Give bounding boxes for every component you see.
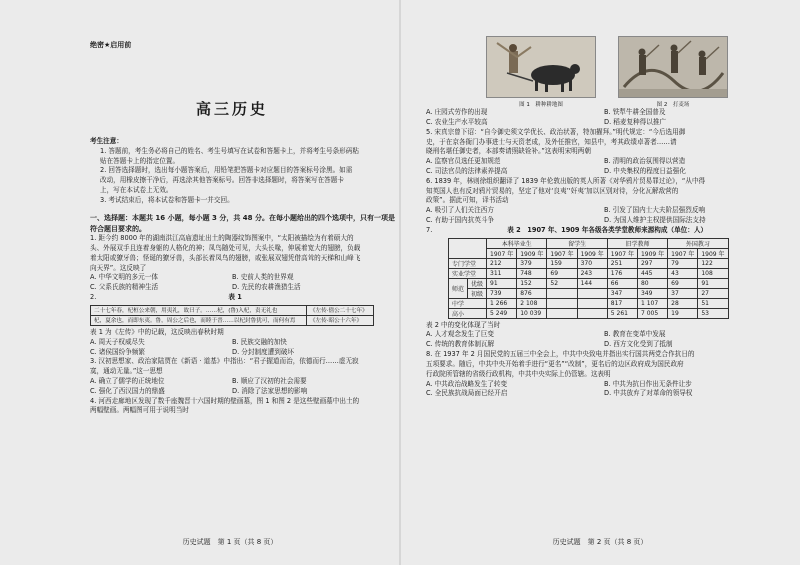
q3-option-a[interactable]: A. 确立了儒学的正统地位	[90, 376, 165, 385]
notice-title: 考生注意：	[90, 137, 123, 145]
page-footer: 历史试题 第 1 页（共 8 页）	[182, 538, 278, 546]
q1-stem-line: 头、外展双手且连着身躯的人格化的神；凤鸟随处可见，大头长喙，伸展着宽大的翅膀，负载	[90, 244, 361, 252]
q6-stem-line: 知英国人也有反对鸦片贸易的，坚定了他对‘良夷’‘奸夷’加以区别对待，分化瓦解敌营的	[426, 186, 679, 195]
q7-options	[426, 330, 782, 350]
table-cell: 311	[487, 268, 517, 278]
q7-option-d[interactable]: D. 西方文化受到了抵制	[604, 340, 673, 349]
table-row	[449, 308, 729, 318]
question-3	[90, 357, 374, 396]
table-cell	[547, 308, 577, 318]
table-cell: 19	[668, 308, 698, 318]
table-cell: 80	[637, 278, 667, 288]
q1-options	[90, 273, 374, 293]
q2-number: 2.	[90, 293, 97, 302]
row-label: 初级	[468, 288, 487, 298]
q8-stem-line: 五项要求。随后，中共中央开始着手进行“更名”“改制”，更名后的边区政府成为国民政府	[426, 360, 684, 369]
table-cell: 1 107	[637, 298, 667, 308]
table-cell	[577, 288, 607, 298]
table-cell: 122	[698, 258, 728, 268]
table-cell: 5 261	[607, 308, 637, 318]
q4-options	[426, 108, 782, 128]
q1-stem-line: 着太阳或獠牙兽；怪诞的獠牙兽，头部长着凤鸟的翅膀，或张展双翅凭借高耸的天梯和山峰飞	[90, 253, 361, 262]
q5-option-d[interactable]: D. 中央集权的程度日益强化	[604, 166, 686, 175]
q4-option-a[interactable]: A. 庄园式劳作的出现	[426, 108, 488, 116]
q8-options	[426, 380, 782, 400]
q8-option-b[interactable]: B. 中共为抗日作出无条件让步	[604, 379, 692, 388]
mural-threshing-image	[618, 36, 728, 98]
exam-page-2	[400, 0, 800, 565]
table-cell: 69	[668, 278, 698, 288]
q8-option-c[interactable]: C. 全民族抗战局面已经开启	[426, 389, 508, 398]
q7-option-a[interactable]: A. 人才观念发生了巨变	[426, 330, 494, 339]
q8-option-a[interactable]: A. 中共政治战略发生了转变	[426, 379, 508, 388]
q1-option-b[interactable]: B. 史前人类的世界观	[232, 273, 294, 282]
q3-stem-line: 3. 汉初思想家、政治家陆贾在《新语 · 道基》中指出：“君子握道而治，依德而行……虚无寂	[90, 357, 359, 366]
table-cell: 66	[607, 278, 637, 288]
table-cell: 52	[547, 278, 577, 288]
table-cell	[577, 298, 607, 308]
row-label: 优级	[468, 278, 487, 288]
table-row	[449, 298, 729, 308]
table-row	[449, 278, 729, 288]
exam-title: 高三历史	[195, 100, 268, 118]
q1-stem-line: 1. 距今约 8000 年的湖南洪江高庙遗址出土的陶器纹饰图案中，“太阳被描绘为有着硕大的	[90, 234, 354, 243]
q5-options	[426, 157, 782, 177]
confidential-label: 绝密★启用前	[90, 41, 132, 49]
year-header: 1909 年	[517, 248, 547, 258]
column-group-header: 外国教习	[668, 238, 728, 248]
table-cell: 159	[547, 258, 577, 268]
table-cell: 79	[668, 258, 698, 268]
q6-stem-line: 政策”。据此可知，译书活动	[426, 196, 509, 205]
table-cell: 370	[577, 258, 607, 268]
table-cell: 108	[698, 268, 728, 278]
notice-line: 贴在答题卡上的指定位置。	[100, 156, 180, 165]
table-cell: 243	[577, 268, 607, 278]
table-cell: 876	[517, 288, 547, 298]
q6-stem-line: 6. 1839 年，林则徐组织翻译了 1839 年伦敦出版的英人所著《对华鸦片贸易罪过论》，“从中得	[426, 176, 706, 185]
table-corner-cell	[449, 238, 487, 258]
notice-line: 3. 考试结束后，将本试卷和答题卡一并交回。	[100, 195, 234, 204]
table-cell: 10 039	[517, 308, 547, 318]
q4-option-d[interactable]: D. 稻麦复种得以推广	[604, 117, 667, 126]
q5-stem-line: 5. 宋真宗曾下诏：“自今御史须文学优长、政治状著，特加擢拜。”明代规定：“今后选用御	[426, 127, 686, 136]
q1-option-d[interactable]: D. 先民的农耕渔猎生活	[232, 283, 301, 292]
table-cell: 152	[517, 278, 547, 288]
table-cell: 144	[577, 278, 607, 288]
q7-option-c[interactable]: C. 传统的教育体制瓦解	[426, 340, 495, 349]
q3-options	[90, 377, 374, 397]
q6-option-b[interactable]: B. 引发了国内士大夫阶层强烈反响	[604, 206, 706, 215]
question-5	[426, 128, 782, 177]
figure-1	[486, 36, 596, 108]
q5-option-c[interactable]: C. 司法官员的法律素养提高	[426, 166, 508, 175]
q3-stem-line: 寞，通动无量。”这一思想	[90, 367, 163, 376]
table-row	[449, 258, 729, 268]
q2-option-b[interactable]: B. 民族交融的加快	[232, 337, 287, 346]
year-header: 1909 年	[577, 248, 607, 258]
q4-stem-line: 4. 河西走廊地区发现了数千座魏晋十六国时期的壁画墓，图 1 和图 2 是这些壁画墓中出土的	[90, 396, 360, 405]
table-header-row	[449, 238, 729, 248]
q4-stem-line: 两幅壁画。两幅图可用于说明当时	[90, 406, 189, 415]
column-group-header: 留学生	[547, 238, 607, 248]
notice-line: 1. 答题前，考生务必将自己的姓名、考生号填写在试卷和答题卡上，并将考生号条形码粘	[100, 146, 359, 155]
table-cell: 817	[607, 298, 637, 308]
question-8	[426, 350, 782, 399]
q6-option-a[interactable]: A. 吸引了人们关注西方	[426, 206, 494, 215]
table-cell: 445	[637, 268, 667, 278]
year-header: 1907 年	[607, 248, 637, 258]
table-cell: 349	[637, 288, 667, 298]
year-header: 1909 年	[698, 248, 728, 258]
q7-option-b[interactable]: B. 教育在变革中发展	[604, 330, 666, 339]
row-label: 专门学堂	[449, 258, 487, 268]
question-4	[90, 397, 374, 417]
table-cell: 69	[547, 268, 577, 278]
table-cell	[577, 308, 607, 318]
table-cell: 5 249	[487, 308, 517, 318]
table-1-label: 表 1	[228, 293, 242, 302]
q4-option-c[interactable]: C. 农业生产水平较高	[426, 117, 488, 126]
q8-stem-line: 行政院所管辖的省级行政机构，中共中央实际上仍管辖。这表明	[426, 369, 611, 378]
q7-number: 7.	[426, 225, 433, 234]
year-header: 1907 年	[668, 248, 698, 258]
table-cell: 297	[637, 258, 667, 268]
figure-2-caption: 图 2 打麦场	[656, 102, 690, 108]
table-row	[449, 288, 729, 298]
year-header: 1907 年	[547, 248, 577, 258]
q3-option-b[interactable]: B. 顺应了汉初的社会需要	[232, 376, 307, 385]
q8-stem-line: 8. 在 1937 年 2 月国民党的五届三中全会上，中共中央致电并指出实行国共两党合作抗日的	[426, 350, 695, 359]
table-cell: 176	[607, 268, 637, 278]
q1-option-c[interactable]: C. 父系氏族的精神生活	[90, 283, 159, 292]
row-label: 中学	[449, 298, 487, 308]
table-cell: 27	[698, 288, 728, 298]
question-6	[426, 177, 782, 226]
table-row	[91, 315, 374, 325]
column-group-header: 本科毕业生	[487, 238, 547, 248]
figure-1-caption: 图 1 耕种耕地图	[519, 102, 563, 108]
year-header: 1909 年	[637, 248, 667, 258]
table-cell: 43	[668, 268, 698, 278]
table-2-title: 表 2 1907 年、1909 年各级各类学堂教师来源构成（单位：人）	[507, 225, 708, 234]
q5-option-a[interactable]: A. 监察官员选任更加规范	[426, 157, 501, 166]
table-cell: 347	[607, 288, 637, 298]
q6-option-c[interactable]: C. 有助于国内抗英斗争	[426, 215, 495, 224]
q6-options	[426, 206, 782, 226]
q8-option-d[interactable]: D. 中共放弃了对革命的领导权	[604, 389, 693, 398]
table-row	[91, 305, 374, 315]
figure-2	[618, 36, 728, 108]
table-cell: 二十七年春，杞桓公来朝，用夷礼，故曰子。……杞，(鲁)入杞，责无礼也	[91, 305, 307, 315]
table-cell: 53	[698, 308, 728, 318]
table-cell: 28	[668, 298, 698, 308]
table-cell: 51	[698, 298, 728, 308]
q6-option-d[interactable]: D. 为国人维护主权提供国际法支持	[604, 215, 706, 224]
table-cell	[547, 288, 577, 298]
q5-option-b[interactable]: B. 清明的政治氛围得以营造	[604, 157, 686, 166]
table-cell: 251	[607, 258, 637, 268]
q2-option-d[interactable]: D. 分封制度遭到破坏	[232, 347, 295, 356]
q7-stem: 表 2 中的变化体现了当时	[426, 320, 501, 329]
q5-stem-line: 史，于在京各衙门办事进士与天资老成，及外任推官，知县中，考其政绩卓著者……请	[426, 137, 677, 146]
question-7	[426, 226, 782, 350]
year-header: 1907 年	[487, 248, 517, 258]
table-cell: 91	[698, 278, 728, 288]
mural-plowing-image	[486, 36, 596, 98]
q1-option-a[interactable]: A. 中华文明的多元一体	[90, 273, 158, 282]
table-cell	[547, 298, 577, 308]
notice-list	[90, 147, 374, 206]
question-2	[90, 293, 374, 357]
group-label: 师范	[449, 278, 468, 298]
table-year-row	[449, 248, 729, 258]
q2-option-a[interactable]: A. 周天子权威尽失	[90, 337, 145, 346]
notice-line: 上，写在本试卷上无效。	[100, 185, 173, 194]
table-2	[448, 238, 729, 319]
notice-line: 2. 回答选择题时，选出每小题答案后，用铅笔把答题卡对应题目的答案标号涂黑。如需	[100, 166, 353, 175]
q3-option-c[interactable]: C. 强化了西汉国力的鼎盛	[90, 386, 165, 395]
mural-figures	[486, 36, 782, 108]
section-heading: 一、选择题：本题共 16 小题，每小题 3 分，共 48 分。在每小题给出的四个选项中，只有一项是	[90, 214, 395, 223]
row-label: 实业学堂	[449, 268, 487, 278]
table-row	[449, 268, 729, 278]
table-cell: 《左传·僖公二十七年》	[306, 305, 373, 315]
q2-stem: 表 1 为《左传》中的记载，这反映出春秋时期	[90, 327, 224, 336]
table-cell: 《左传·昭公十六年》	[306, 315, 373, 325]
q2-options	[90, 338, 374, 358]
table-cell: 37	[668, 288, 698, 298]
notice-line: 改动，用橡皮擦干净后，再选涂其他答案标号。回答非选择题时，将答案写在答题卡	[100, 176, 344, 184]
section-heading-2: 符合题目要求的。	[90, 224, 146, 233]
column-group-header: 旧学教师	[607, 238, 667, 248]
table-cell: 748	[517, 268, 547, 278]
table-cell: 1 266	[487, 298, 517, 308]
q1-stem-line: 向天界”。这反映了	[90, 263, 147, 272]
table-cell: 379	[517, 258, 547, 268]
table-cell: 2 108	[517, 298, 547, 308]
q3-option-d[interactable]: D. 消除了法家思想的影响	[232, 386, 308, 395]
page-footer: 历史试题 第 2 页（共 8 页）	[552, 538, 648, 546]
table-cell: 212	[487, 258, 517, 268]
table-1	[90, 305, 374, 326]
table-cell: 7 005	[637, 308, 667, 318]
question-1	[90, 234, 374, 293]
q2-option-c[interactable]: C. 诸侯国纷争频繁	[90, 347, 145, 356]
q4-option-b[interactable]: B. 铁犁牛耕全国普及	[604, 108, 666, 116]
table-cell: 739	[487, 288, 517, 298]
table-cell: 91	[487, 278, 517, 288]
table-cell: 杞，夏余也，而即东夷。鲁，周公之后也，而睦于晋……以杞封鲁犹可，而何有焉	[91, 315, 307, 325]
row-label: 高小	[449, 308, 487, 318]
q5-stem-line: 晓刑名堪任御史者，本部奏请照缺铨补。”这表明宋明两朝	[426, 147, 591, 156]
